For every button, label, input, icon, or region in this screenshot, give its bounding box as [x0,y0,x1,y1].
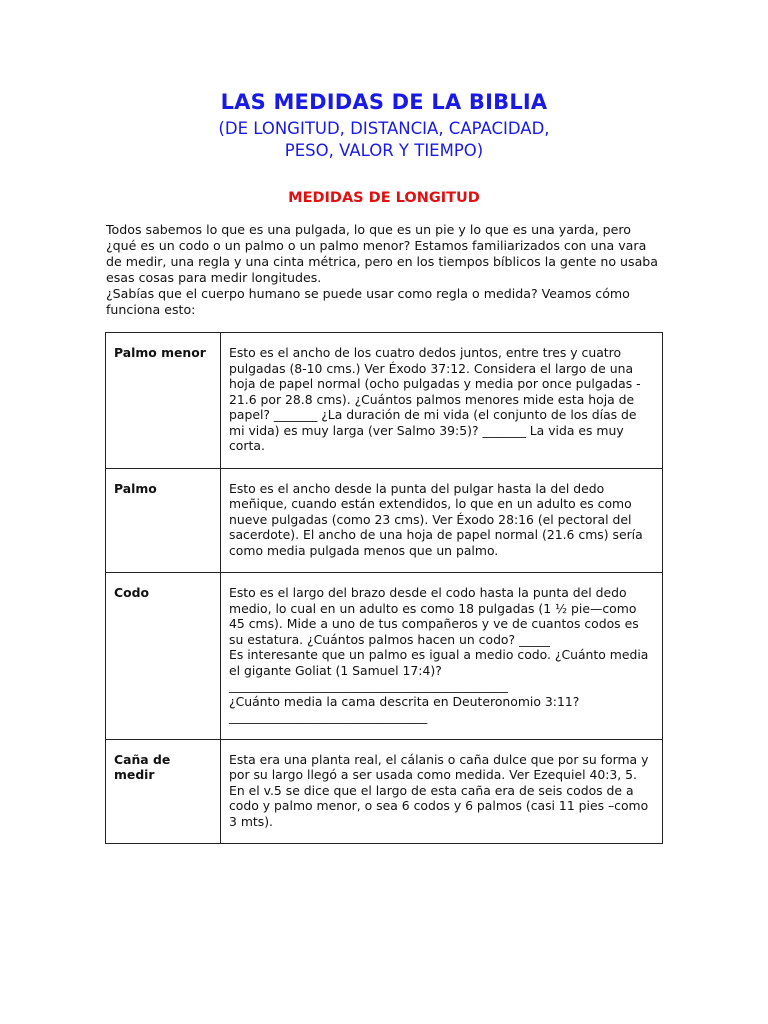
description-line: En el v.5 se dice que el largo de esta caña era de seis codos de a [229,782,634,798]
table-row [106,468,663,573]
subtitle-line: (DE LONGITUD, DISTANCIA, CAPACIDAD, [218,119,550,138]
description-line: hoja de papel normal (ocho pulgadas y media por once pulgadas - [229,376,641,391]
intro-line: funciona esto: [106,302,196,317]
description-line: meñique, cuando están extendidos, lo que en un adulto es como [229,496,632,511]
table-row [106,333,663,469]
intro-line: Todos sabemos lo que es una pulgada, lo que es un pie y lo que es una yarda, pero [106,222,631,237]
measures-table [105,332,663,844]
measure-description [221,468,663,573]
measure-term: Codo [106,573,221,740]
table-row [106,573,663,740]
description-line: Esta era una planta real, el cálanis o caña dulce que por su forma y [229,751,649,767]
description-line: 21.6 por 28.8 cms). ¿Cuántos palmos menores mide esta hoja de [229,391,635,407]
description-line: 45 cms). Mide a uno de tus compañeros y ve de cuantos codos es [229,616,639,631]
description-line: corta. [229,438,265,453]
description-line: el gigante Goliat (1 Samuel 17:4)? [229,662,442,678]
description-line: por su largo llegó a ser usada como medida. Ver Ezequiel 40:3, 5. [229,767,637,782]
section-heading: MEDIDAS DE LONGITUD [288,190,480,206]
measure-description [221,333,663,469]
measure-description [221,573,663,740]
intro-line: de medir, una regla y una cinta métrica, pero en los tiempos bíblicos la gente no usaba [106,254,659,269]
description-line: medio, lo cual en un adulto es como 18 pulgadas (1 ½ pie—como [229,600,637,616]
description-line: sacerdote). El ancho de una hoja de papel normal (21.6 cms) sería [229,527,643,542]
measures-table-body [106,333,663,844]
description-line: codo y palmo menor, o sea 6 codos y 6 palmos (casi 11 pies –como [229,798,649,813]
measure-term: Caña de medir [106,739,221,844]
description-line: como media pulgada menos que un palmo. [229,542,499,558]
description-line: Esto es el ancho desde la punta del pulgar hasta la del dedo [229,480,605,496]
description-line: nueve pulgadas (como 23 cms). Ver Éxodo 28:16 (el pectoral del [229,511,632,527]
description-line: mi vida) es muy larga (ver Salmo 39:5)? _______ La vida es muy [229,422,624,438]
description-line: ¿Cuánto media la cama descrita en Deuteronomio 3:11? [229,693,580,709]
measure-term: Palmo menor [106,333,221,469]
description-line: pulgadas (8-10 cms.) Ver Éxodo 37:12. Considera el largo de una [229,360,634,376]
subtitle-line: PESO, VALOR Y TIEMPO) [284,141,484,160]
table-row [106,739,663,844]
intro-paragraph [106,222,676,318]
description-line: Esto es el largo del brazo desde el codo hasta la punta del dedo [229,585,627,600]
measure-description [221,739,663,844]
document-subtitle [0,118,768,162]
description-line: _____________________________________________ [229,678,508,693]
description-line: papel? _______ ¿La duración de mi vida (el conjunto de los días de [229,407,637,422]
document-title: LAS MEDIDAS DE LA BIBLIA [220,90,548,114]
measure-term: Palmo [106,468,221,573]
intro-line: ¿Sabías que el cuerpo humano se puede usar como regla o medida? Veamos cómo [106,286,630,301]
description-line: 3 mts). [229,813,273,829]
intro-line: esas cosas para medir longitudes. [106,270,322,285]
intro-line: ¿qué es un codo o un palmo o un palmo menor? Estamos familiarizados con una vara [106,238,647,253]
description-line: ________________________________ [229,709,428,724]
description-line: su estatura. ¿Cuántos palmos hacen un codo? _____ [229,631,551,647]
description-line: Esto es el ancho de los cuatro dedos juntos, entre tres y cuatro [229,345,622,360]
description-line: Es interesante que un palmo es igual a medio codo. ¿Cuánto media [229,647,649,662]
